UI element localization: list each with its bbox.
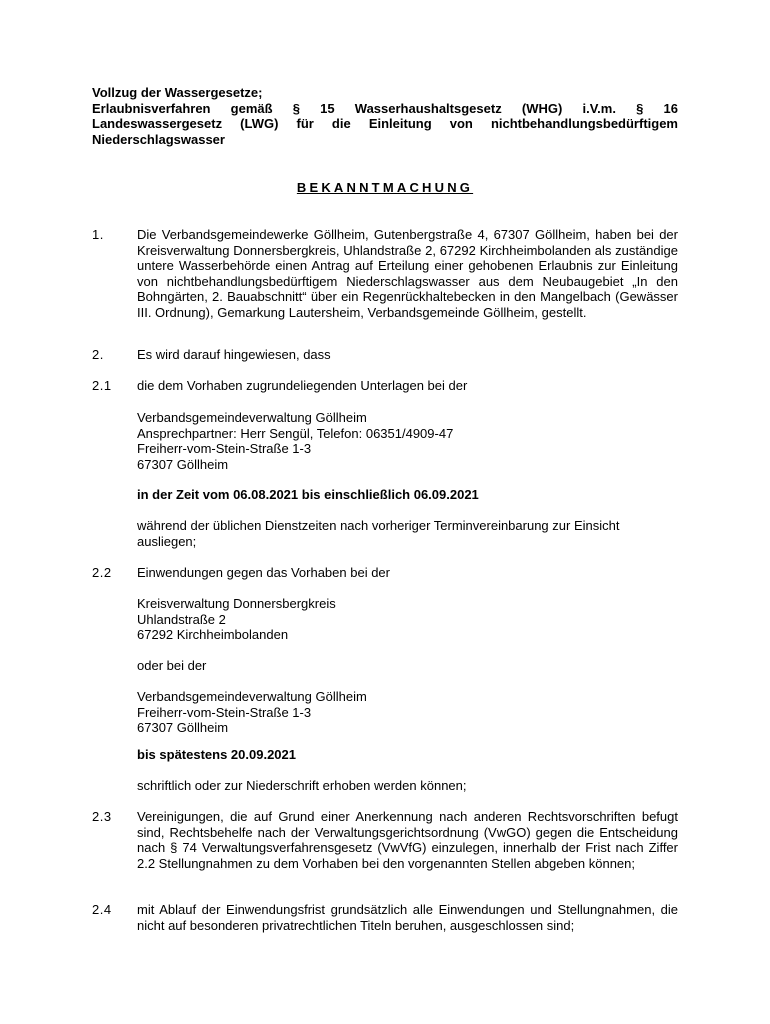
document-header (92, 85, 678, 147)
address-line: Freiherr-vom-Stein-Straße 1-3 (137, 704, 312, 720)
section-text: mit Ablauf der Einwendungsfrist grundsätzlich alle Einwendungen und Stellungnahmen, die nicht auf besonderen privatrechtlichen Titeln beruhen, ausgeschlossen sind; (137, 902, 678, 933)
address-line: 67307 Göllheim (137, 456, 229, 472)
section-number: 2.3 (92, 809, 112, 824)
address-line: Freiherr-vom-Stein-Straße 1-3 (137, 441, 312, 457)
section-text: Einwendungen gegen das Vorhaben bei der (137, 565, 390, 580)
inspection-note: während der üblichen Dienstzeiten nach vorheriger Terminvereinbarung zur Einsicht ausliegen; (137, 518, 620, 549)
section-number: 2.2 (92, 565, 112, 580)
section-text: Vereinigungen, die auf Grund einer Anerkennung nach anderen Rechtsvorschriften befugt sind, Rechtsbehelfe nach der Verwaltungsgerichtsordnung (VwGO) gegen die Entscheidung nach § 74 Verwaltungsverfahrensgesetz (VwVfG) einzulegen, innerhalb der Frist nach Ziffer 2.2 Stellungnahmen zu dem Vorhaben bei den vorgenannten Stellen abgeben können; (137, 809, 678, 871)
address-block (137, 689, 678, 736)
header-line-2: Erlaubnisverfahren gemäß § 15 Wasserhaushaltsgesetz (WHG) i.V.m. § 16 Landeswassergesetz (LWG) für die Einleitung von nichtbehandlungsbedürftigem Niederschlagswasser (92, 100, 678, 147)
header-line-1: Vollzug der Wassergesetze; (92, 85, 263, 100)
address-line: Kreisverwaltung Donnersbergkreis (137, 596, 336, 611)
objection-deadline: bis spätestens 20.09.2021 (137, 747, 296, 762)
section-text: Die Verbandsgemeindewerke Göllheim, Gutenbergstraße 4, 67307 Göllheim, haben bei der Kreisverwaltung Donnersbergkreis, Uhlandstraße 2, 67292 Kirchheimbolanden als zuständige untere Wasserbehörde einen Antrag auf Erteilung einer gehobenen Erlaubnis zur Einleitung von nichtbehandlungsbedürftigem Niederschlagswasser aus dem Neubaugebiet „In den Bohngärten, 2. Bauabschnitt“ über ein Regenrückhaltebecken in den Mangelbach (Gewässer III. Ordnung), Gemarkung Lautersheim, Verbandsgemeinde Göllheim, gestellt. (137, 227, 678, 320)
address-line: Uhlandstraße 2 (137, 611, 226, 627)
section-number: 2.1 (92, 378, 112, 393)
address-line: 67307 Göllheim (137, 720, 229, 736)
or-text: oder bei der (137, 658, 207, 673)
address-line: 67292 Kirchheimbolanden (137, 627, 289, 643)
address-line: Verbandsgemeindeverwaltung Göllheim (137, 689, 367, 704)
address-block (137, 596, 678, 643)
section-text: Es wird darauf hingewiesen, dass (137, 347, 331, 362)
section-number: 2.4 (92, 902, 112, 917)
inspection-period: in der Zeit vom 06.08.2021 bis einschließlich 06.09.2021 (137, 487, 479, 502)
address-block (137, 410, 678, 472)
objection-note: schriftlich oder zur Niederschrift erhoben werden können; (137, 778, 467, 793)
section-number: 2. (92, 347, 104, 362)
announcement-title: BEKANNTMACHUNG (296, 180, 474, 195)
section-number: 1. (92, 227, 104, 242)
address-line: Ansprechpartner: Herr Sengül, Telefon: 06351/4909-47 (137, 425, 454, 441)
address-line: Verbandsgemeindeverwaltung Göllheim (137, 410, 367, 425)
section-text: die dem Vorhaben zugrundeliegenden Unterlagen bei der (137, 378, 468, 393)
